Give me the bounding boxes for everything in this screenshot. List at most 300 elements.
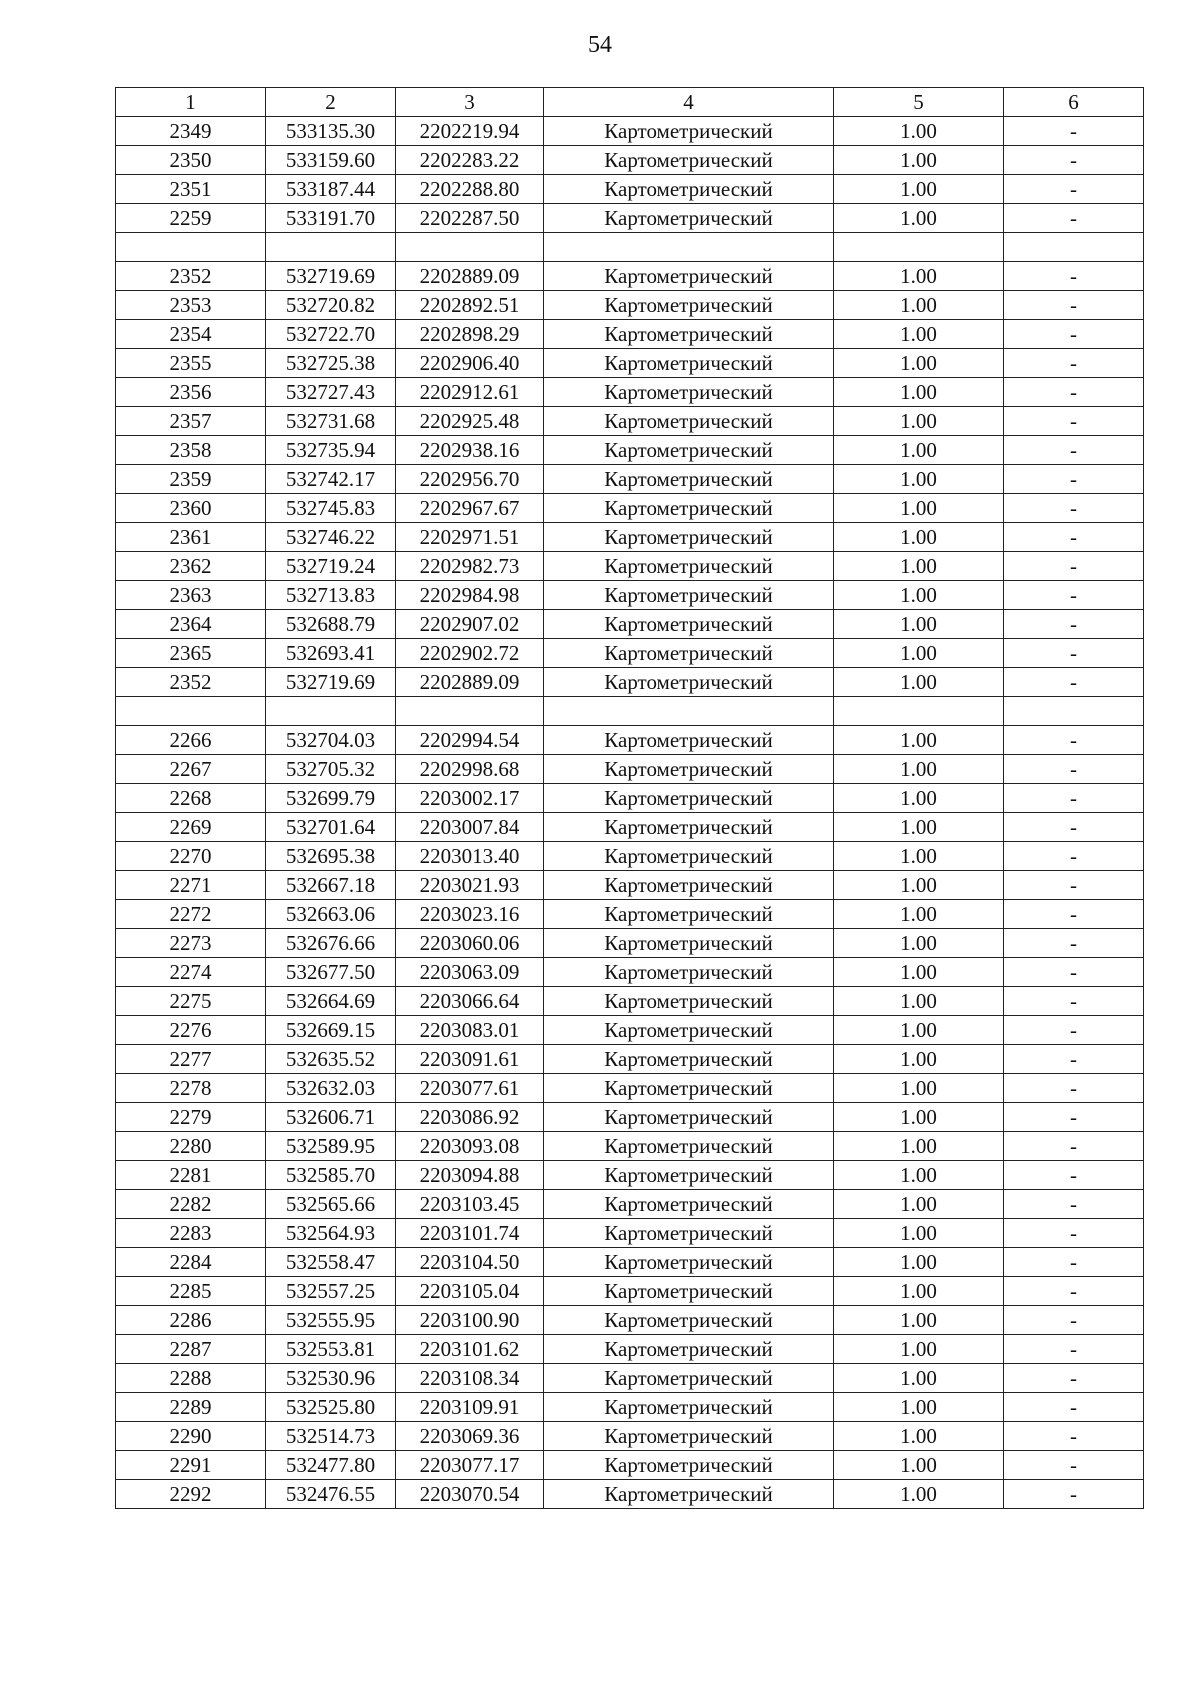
table-cell: -	[1004, 465, 1144, 494]
table-cell: Картометрический	[544, 494, 834, 523]
table-cell: Картометрический	[544, 755, 834, 784]
table-cell: 1.00	[834, 1277, 1004, 1306]
table-cell: Картометрический	[544, 871, 834, 900]
table-cell: 1.00	[834, 1451, 1004, 1480]
table-row	[116, 639, 1144, 668]
table-cell: -	[1004, 958, 1144, 987]
table-cell: 1.00	[834, 871, 1004, 900]
table-cell: 2203100.90	[396, 1306, 544, 1335]
table-cell: 2363	[116, 581, 266, 610]
table-cell: 1.00	[834, 146, 1004, 175]
table-cell: 532669.15	[266, 1016, 396, 1045]
table-row	[116, 1074, 1144, 1103]
table-cell: 2275	[116, 987, 266, 1016]
table-cell: 2203091.61	[396, 1045, 544, 1074]
table-cell: 1.00	[834, 1248, 1004, 1277]
table-cell: 2281	[116, 1161, 266, 1190]
table-row	[116, 1248, 1144, 1277]
table-cell: Картометрический	[544, 1132, 834, 1161]
table-cell: 532632.03	[266, 1074, 396, 1103]
table-cell: 2203021.93	[396, 871, 544, 900]
table-cell: 1.00	[834, 1393, 1004, 1422]
table-cell: -	[1004, 1219, 1144, 1248]
table-cell	[116, 697, 266, 726]
table-cell: 2202925.48	[396, 407, 544, 436]
table-cell: 2202984.98	[396, 581, 544, 610]
table-cell: 2356	[116, 378, 266, 407]
table-cell: Картометрический	[544, 958, 834, 987]
table-row	[116, 349, 1144, 378]
table-row	[116, 668, 1144, 697]
table-cell: 1.00	[834, 320, 1004, 349]
table-cell: 1.00	[834, 900, 1004, 929]
table-cell: Картометрический	[544, 1393, 834, 1422]
table-row	[116, 407, 1144, 436]
table-cell: 532713.83	[266, 581, 396, 610]
table-cell: -	[1004, 581, 1144, 610]
table-cell: 2287	[116, 1335, 266, 1364]
table-cell: 1.00	[834, 465, 1004, 494]
table-cell: -	[1004, 1016, 1144, 1045]
table-cell: 2202889.09	[396, 668, 544, 697]
table-row	[116, 1393, 1144, 1422]
table-cell	[834, 697, 1004, 726]
table-cell: 532514.73	[266, 1422, 396, 1451]
table-row	[116, 842, 1144, 871]
table-cell: 2358	[116, 436, 266, 465]
table-cell: 1.00	[834, 494, 1004, 523]
table-cell: -	[1004, 117, 1144, 146]
table-cell: 2203077.61	[396, 1074, 544, 1103]
table-cell: 532476.55	[266, 1480, 396, 1509]
table-cell: Картометрический	[544, 929, 834, 958]
table-cell: 2202971.51	[396, 523, 544, 552]
table-cell: -	[1004, 175, 1144, 204]
table-cell: Картометрический	[544, 1306, 834, 1335]
table-cell: 532477.80	[266, 1451, 396, 1480]
table-cell: -	[1004, 1190, 1144, 1219]
table-cell: -	[1004, 929, 1144, 958]
table-cell: 2271	[116, 871, 266, 900]
table-cell: -	[1004, 146, 1144, 175]
table-cell: 532585.70	[266, 1161, 396, 1190]
table-cell: 2280	[116, 1132, 266, 1161]
table-cell: -	[1004, 842, 1144, 871]
table-cell: 2351	[116, 175, 266, 204]
table-cell: 2290	[116, 1422, 266, 1451]
table-row	[116, 117, 1144, 146]
table-cell: 532693.41	[266, 639, 396, 668]
table-cell: Картометрический	[544, 146, 834, 175]
table-row	[116, 552, 1144, 581]
table-row	[116, 1422, 1144, 1451]
table-cell: -	[1004, 1045, 1144, 1074]
table-cell: 1.00	[834, 639, 1004, 668]
table-cell: 532720.82	[266, 291, 396, 320]
table-cell: -	[1004, 436, 1144, 465]
table-cell: Картометрический	[544, 552, 834, 581]
table-cell: Картометрический	[544, 204, 834, 233]
column-header: 5	[834, 88, 1004, 117]
table-cell	[544, 233, 834, 262]
table-cell: 2202907.02	[396, 610, 544, 639]
table-cell: 2365	[116, 639, 266, 668]
table-cell: -	[1004, 755, 1144, 784]
table-row	[116, 523, 1144, 552]
column-header: 1	[116, 88, 266, 117]
table-cell: 2203063.09	[396, 958, 544, 987]
table-cell: 532722.70	[266, 320, 396, 349]
table-cell: Картометрический	[544, 436, 834, 465]
table-row	[116, 494, 1144, 523]
table-cell: 2203083.01	[396, 1016, 544, 1045]
table-cell: Картометрический	[544, 610, 834, 639]
table-cell: 1.00	[834, 581, 1004, 610]
table-row	[116, 958, 1144, 987]
table-cell	[1004, 233, 1144, 262]
table-cell	[396, 697, 544, 726]
table-cell: Картометрический	[544, 175, 834, 204]
table-cell: 532719.69	[266, 262, 396, 291]
table-cell: 2203013.40	[396, 842, 544, 871]
table-cell: -	[1004, 1335, 1144, 1364]
table-cell: 533159.60	[266, 146, 396, 175]
table-cell: 2357	[116, 407, 266, 436]
table-cell: Картометрический	[544, 1016, 834, 1045]
table-cell: 532555.95	[266, 1306, 396, 1335]
table-cell: 532667.18	[266, 871, 396, 900]
table-cell: 532558.47	[266, 1248, 396, 1277]
table-row	[116, 1016, 1144, 1045]
table-row	[116, 1364, 1144, 1393]
table-cell: 1.00	[834, 1074, 1004, 1103]
table-row	[116, 1451, 1144, 1480]
table-cell: 1.00	[834, 1132, 1004, 1161]
table-cell: -	[1004, 1480, 1144, 1509]
table-cell: 2354	[116, 320, 266, 349]
table-cell: Картометрический	[544, 1074, 834, 1103]
table-row	[116, 1277, 1144, 1306]
table-cell: 2360	[116, 494, 266, 523]
table-cell: Картометрический	[544, 1277, 834, 1306]
table-row	[116, 726, 1144, 755]
table-cell: -	[1004, 726, 1144, 755]
table-cell: -	[1004, 900, 1144, 929]
table-row	[116, 465, 1144, 494]
table-cell: 2202956.70	[396, 465, 544, 494]
table-cell: 1.00	[834, 958, 1004, 987]
table-cell: 2202287.50	[396, 204, 544, 233]
table-cell: 2362	[116, 552, 266, 581]
table-cell: -	[1004, 320, 1144, 349]
page-number: 54	[588, 32, 612, 58]
table-cell: 2203101.62	[396, 1335, 544, 1364]
table-cell: -	[1004, 610, 1144, 639]
table-cell: 2203007.84	[396, 813, 544, 842]
table-cell	[544, 697, 834, 726]
table-cell: 2270	[116, 842, 266, 871]
table-cell: 532731.68	[266, 407, 396, 436]
table-cell: 2282	[116, 1190, 266, 1219]
table-cell: 532635.52	[266, 1045, 396, 1074]
table-cell: 2202283.22	[396, 146, 544, 175]
table-cell: Картометрический	[544, 1335, 834, 1364]
table-cell: -	[1004, 1306, 1144, 1335]
table-cell: 2291	[116, 1451, 266, 1480]
table-cell: 2203108.34	[396, 1364, 544, 1393]
table-cell: Картометрический	[544, 1045, 834, 1074]
table-cell: -	[1004, 523, 1144, 552]
column-header: 3	[396, 88, 544, 117]
table-cell: 532525.80	[266, 1393, 396, 1422]
table-cell: 1.00	[834, 1219, 1004, 1248]
table-row	[116, 784, 1144, 813]
table-cell: 2355	[116, 349, 266, 378]
table-row	[116, 871, 1144, 900]
table-cell: Картометрический	[544, 262, 834, 291]
table-cell: 2292	[116, 1480, 266, 1509]
table-cell: 2266	[116, 726, 266, 755]
table-cell: 1.00	[834, 1045, 1004, 1074]
table-cell: -	[1004, 1074, 1144, 1103]
table-cell: 2278	[116, 1074, 266, 1103]
table-cell: 1.00	[834, 349, 1004, 378]
table-cell: Картометрический	[544, 668, 834, 697]
table-cell: 2267	[116, 755, 266, 784]
table-cell: 1.00	[834, 175, 1004, 204]
table-row	[116, 175, 1144, 204]
table-row	[116, 291, 1144, 320]
table-cell: 1.00	[834, 755, 1004, 784]
table-cell: Картометрический	[544, 523, 834, 552]
table-cell: 532553.81	[266, 1335, 396, 1364]
table-cell: 1.00	[834, 1480, 1004, 1509]
table-row	[116, 755, 1144, 784]
table-cell: 2202998.68	[396, 755, 544, 784]
table-cell: 1.00	[834, 378, 1004, 407]
table-cell: Картометрический	[544, 1248, 834, 1277]
table-cell: 532699.79	[266, 784, 396, 813]
table-cell: Картометрический	[544, 581, 834, 610]
table-cell	[1004, 697, 1144, 726]
table-cell: 2202219.94	[396, 117, 544, 146]
table-row	[116, 233, 1144, 262]
table-cell: -	[1004, 871, 1144, 900]
table-cell: Картометрический	[544, 349, 834, 378]
table-cell: 1.00	[834, 117, 1004, 146]
table-cell: 2285	[116, 1277, 266, 1306]
table-cell: 1.00	[834, 610, 1004, 639]
table-cell: 2202982.73	[396, 552, 544, 581]
table-row	[116, 378, 1144, 407]
table-cell: 532530.96	[266, 1364, 396, 1393]
table-row	[116, 1161, 1144, 1190]
table-cell: 1.00	[834, 436, 1004, 465]
table-cell: Картометрический	[544, 1480, 834, 1509]
table-cell: Картометрический	[544, 987, 834, 1016]
table-cell: -	[1004, 378, 1144, 407]
table-cell: 2203066.64	[396, 987, 544, 1016]
table-row	[116, 1045, 1144, 1074]
table-row	[116, 581, 1144, 610]
table-cell: 533191.70	[266, 204, 396, 233]
table-cell: 532565.66	[266, 1190, 396, 1219]
table-cell	[266, 697, 396, 726]
table-cell: 1.00	[834, 813, 1004, 842]
table-cell: 1.00	[834, 407, 1004, 436]
table-cell: 2202994.54	[396, 726, 544, 755]
table-cell: 2202902.72	[396, 639, 544, 668]
table-cell: 2353	[116, 291, 266, 320]
table-cell: -	[1004, 813, 1144, 842]
table-row	[116, 146, 1144, 175]
table-cell: 532664.69	[266, 987, 396, 1016]
table-cell: 2203105.04	[396, 1277, 544, 1306]
table-cell: 2203094.88	[396, 1161, 544, 1190]
table-cell: 2352	[116, 668, 266, 697]
table-cell: -	[1004, 1161, 1144, 1190]
table-cell: -	[1004, 639, 1144, 668]
table-cell: 532705.32	[266, 755, 396, 784]
table-cell: 2203104.50	[396, 1248, 544, 1277]
table-cell: 532701.64	[266, 813, 396, 842]
table-cell: 2276	[116, 1016, 266, 1045]
table-cell: 532676.66	[266, 929, 396, 958]
coordinates-table	[115, 87, 1144, 1509]
table-cell: 2286	[116, 1306, 266, 1335]
table-row	[116, 1190, 1144, 1219]
table-cell: Картометрический	[544, 842, 834, 871]
table-cell: 532564.93	[266, 1219, 396, 1248]
table-cell: -	[1004, 349, 1144, 378]
table-cell: Картометрический	[544, 1161, 834, 1190]
table-cell: Картометрический	[544, 1451, 834, 1480]
table-cell: 1.00	[834, 262, 1004, 291]
table-cell: -	[1004, 1248, 1144, 1277]
table-cell: 2359	[116, 465, 266, 494]
table-cell: 1.00	[834, 1016, 1004, 1045]
table-cell: 532719.69	[266, 668, 396, 697]
column-header: 6	[1004, 88, 1144, 117]
table-cell: 532742.17	[266, 465, 396, 494]
table-cell: -	[1004, 1277, 1144, 1306]
table-cell: 532745.83	[266, 494, 396, 523]
table-cell: 532606.71	[266, 1103, 396, 1132]
table-cell: Картометрический	[544, 291, 834, 320]
table-cell: Картометрический	[544, 320, 834, 349]
table-cell: 2288	[116, 1364, 266, 1393]
table-row	[116, 813, 1144, 842]
table-cell: 532725.38	[266, 349, 396, 378]
table-cell: 2203086.92	[396, 1103, 544, 1132]
table-row	[116, 1103, 1144, 1132]
table-cell: 2202892.51	[396, 291, 544, 320]
table-cell: 2203093.08	[396, 1132, 544, 1161]
table-cell	[834, 233, 1004, 262]
table-cell: -	[1004, 668, 1144, 697]
table-row	[116, 987, 1144, 1016]
table-cell: -	[1004, 1364, 1144, 1393]
table-row	[116, 1480, 1144, 1509]
table-cell: 2284	[116, 1248, 266, 1277]
table-cell: 1.00	[834, 726, 1004, 755]
table-cell: -	[1004, 1103, 1144, 1132]
table-cell: 532677.50	[266, 958, 396, 987]
table-cell: 2268	[116, 784, 266, 813]
table-cell: -	[1004, 1393, 1144, 1422]
table-cell: -	[1004, 262, 1144, 291]
table-cell: -	[1004, 552, 1144, 581]
table-body	[116, 88, 1144, 1509]
table-cell: 2203070.54	[396, 1480, 544, 1509]
table-row	[116, 1219, 1144, 1248]
table-row	[116, 1306, 1144, 1335]
table-cell: 532589.95	[266, 1132, 396, 1161]
table-cell: 2274	[116, 958, 266, 987]
table-cell: 2202889.09	[396, 262, 544, 291]
table-cell: 2203077.17	[396, 1451, 544, 1480]
table-cell: 1.00	[834, 668, 1004, 697]
table-cell: 532727.43	[266, 378, 396, 407]
table-cell: Картометрический	[544, 1103, 834, 1132]
table-cell: 1.00	[834, 1190, 1004, 1219]
table-cell: -	[1004, 494, 1144, 523]
table-cell: 2269	[116, 813, 266, 842]
table-cell: 532688.79	[266, 610, 396, 639]
table-cell: 532695.38	[266, 842, 396, 871]
table-cell: 2202938.16	[396, 436, 544, 465]
table-cell: 1.00	[834, 842, 1004, 871]
table-cell: -	[1004, 1422, 1144, 1451]
table-cell: 2283	[116, 1219, 266, 1248]
table-cell: -	[1004, 987, 1144, 1016]
table-cell	[116, 233, 266, 262]
table-cell: 2203103.45	[396, 1190, 544, 1219]
table-cell: 2350	[116, 146, 266, 175]
table-cell: 533187.44	[266, 175, 396, 204]
table-row	[116, 436, 1144, 465]
table-row	[116, 204, 1144, 233]
table-cell: 533135.30	[266, 117, 396, 146]
table-cell: 2279	[116, 1103, 266, 1132]
table-cell: 2203023.16	[396, 900, 544, 929]
table-cell: 532557.25	[266, 1277, 396, 1306]
table-cell: Картометрический	[544, 900, 834, 929]
table-cell: 2203069.36	[396, 1422, 544, 1451]
table-cell: Картометрический	[544, 465, 834, 494]
table-cell: 2361	[116, 523, 266, 552]
table-cell: 1.00	[834, 929, 1004, 958]
table-row	[116, 610, 1144, 639]
table-cell: 2289	[116, 1393, 266, 1422]
table-cell: 2352	[116, 262, 266, 291]
table-cell: -	[1004, 784, 1144, 813]
table-row	[116, 262, 1144, 291]
table-cell: 2364	[116, 610, 266, 639]
table-cell: Картометрический	[544, 726, 834, 755]
table-cell: 1.00	[834, 1306, 1004, 1335]
table-row	[116, 320, 1144, 349]
table-cell: 1.00	[834, 784, 1004, 813]
column-header: 4	[544, 88, 834, 117]
table-cell: 2202288.80	[396, 175, 544, 204]
table-cell: 2202912.61	[396, 378, 544, 407]
table-cell: 2349	[116, 117, 266, 146]
table-cell: -	[1004, 1132, 1144, 1161]
table-cell: 1.00	[834, 523, 1004, 552]
table-cell: 1.00	[834, 1364, 1004, 1393]
table-cell: -	[1004, 291, 1144, 320]
